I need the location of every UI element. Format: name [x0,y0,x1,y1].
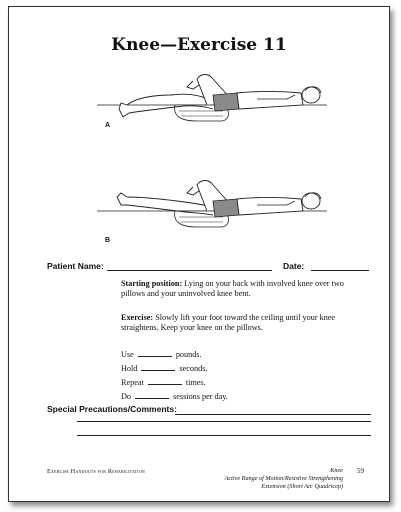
patient-name-field[interactable] [107,270,272,271]
hold-line [121,363,207,373]
hold-suffix: seconds. [179,364,208,373]
starting-position-text: Lying on your back with involved knee over two pillows and your uninvolved knee bent. [121,279,344,299]
footer-section-line: Extension (Short Arc Quadricep) [261,483,343,490]
handout-page [8,6,390,502]
repeat-prefix: Repeat [121,378,144,387]
do-suffix: sessions per day. [173,392,228,401]
pounds-field[interactable] [138,349,172,357]
exercise-label: Exercise: [121,313,154,322]
special-precautions-row [47,404,371,414]
date-label: Date: [283,261,305,271]
comments-line[interactable] [77,435,371,436]
special-precautions-label: Special Precautions/Comments: [47,404,177,414]
exercise-paragraph [121,313,369,334]
figure-a-illustration [97,65,327,127]
do-prefix: Do [121,392,132,401]
use-prefix: Use [121,350,134,359]
exercise-text: Slowly lift your foot toward the ceiling until your knee straightens. Keep your knee on the pillows. [121,313,336,333]
hold-prefix: Hold [121,364,138,373]
comments-line[interactable] [77,421,371,422]
footer-section-line: Active Range of Motion/Resistive Strengthening [224,475,343,482]
starting-position-paragraph [121,279,369,300]
page-title: Knee—Exercise 11 [111,35,287,55]
repeat-line [121,377,206,387]
figure-b-illustration [97,171,327,233]
starting-position-label: Starting position: [121,279,183,288]
page-number: 59 [357,467,364,475]
footer-book-title: Exercise Handouts for Rehabilitation [47,468,145,475]
footer-section [159,467,343,491]
figure-a-label: A [105,122,111,129]
repeat-suffix: times. [185,378,206,387]
use-suffix: pounds. [175,350,202,359]
times-field[interactable] [148,377,182,385]
date-field[interactable] [311,270,369,271]
footer-section-line: Knee [330,467,343,474]
figure-b-label: B [105,237,111,244]
sessions-line [121,391,228,401]
patient-name-label: Patient Name: [47,261,104,271]
sessions-field[interactable] [135,391,169,399]
special-precautions-field[interactable] [175,414,371,415]
seconds-field[interactable] [141,363,175,371]
use-weight-line [121,349,202,359]
